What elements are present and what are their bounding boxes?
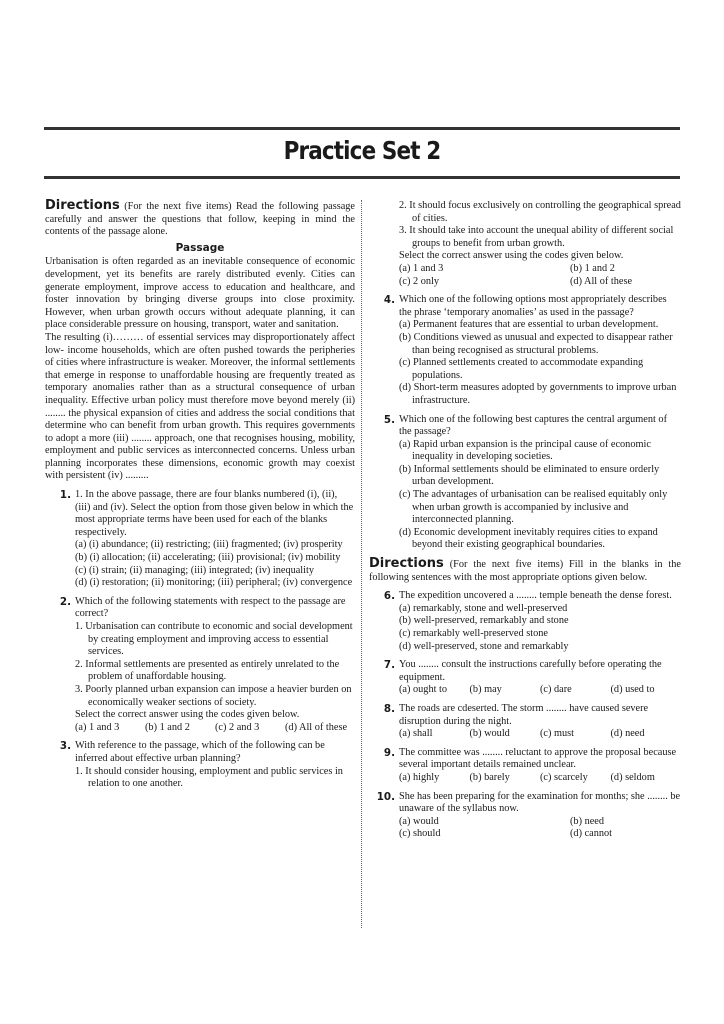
option-d: (d) All of these — [570, 275, 633, 287]
select-instruction: Select the correct answer using the codes given below. — [75, 709, 300, 721]
question-6 — [369, 590, 681, 653]
option-a: (a) 1 and 3 — [399, 262, 444, 274]
question-3-continued — [369, 200, 681, 288]
answer-options — [399, 684, 681, 697]
question-9 — [369, 747, 681, 785]
left-column — [45, 200, 355, 791]
question-number: 10. — [376, 790, 395, 803]
option-a: (a) Permanent features that are essential to urban development. — [399, 319, 659, 331]
question-number: 3. — [59, 740, 71, 753]
answer-codes — [399, 263, 681, 288]
select-instruction: Select the correct answer using the codes given below. — [399, 250, 624, 262]
answer-options — [399, 728, 681, 741]
option-c: (c) The advantages of urbanisation can be realised equitably only when urban growth is accompanied by inclusive and interconnected planning. — [399, 489, 668, 526]
option-c: (c) scarcely — [540, 771, 588, 783]
option-d: (d) Short-term measures adopted by governments to improve urban infrastructure. — [399, 382, 677, 406]
question-2 — [45, 596, 355, 735]
question-text: Which one of the following options most appropriately describes the phrase ‘temporary anomalies’ as used in the passage? — [399, 294, 667, 318]
option-c: (c) (i) strain; (ii) managing; (iii) integrated; (iv) inequality — [75, 564, 315, 576]
top-rule — [44, 127, 680, 130]
option-b: (b) would — [469, 728, 510, 740]
option-c: (c) 2 only — [399, 275, 440, 287]
directions-heading: Directions — [45, 198, 120, 213]
option-c: (c) dare — [540, 684, 572, 696]
option-d: (d) Economic development inevitably requires cities to expand beyond their existing geographical boundaries. — [399, 526, 658, 551]
option-c: (c) Planned settlements created to accommodate expanding populations. — [399, 357, 644, 381]
question-7 — [369, 659, 681, 697]
title-underline — [44, 176, 680, 179]
question-text: You ........ consult the instructions carefully before operating the equipment. — [399, 659, 662, 683]
directions-text: (For the next five items) Read the following passage carefully and answer the questions that follow, keeping in mind the contents of the passage alone. — [45, 201, 355, 238]
option-a: (a) highly — [399, 771, 440, 783]
option-c: (c) should — [399, 828, 441, 840]
statement-3: 3. Poorly planned urban expansion can impose a heavier burden on economically weaker sections of society. — [75, 683, 352, 708]
option-b: (b) barely — [469, 771, 510, 783]
directions-block — [45, 200, 355, 239]
option-b: (b) well-preserved, remarkably and stone — [399, 615, 569, 627]
passage-paragraph-1: Urbanisation is often regarded as an inevitable consequence of economic development, yet its benefits are rarely distributed evenly. Cities can generate employment, improve access to education and healthcare, and foster innovation by bringing diverse groups into close proximity. However, when urban growth occurs without adequate planning, it can place considerable pressure on housing, transport, water and sanitation. — [45, 256, 355, 331]
statement-2: 2. It should focus exclusively on controlling the geographical spread of cities. — [399, 200, 681, 224]
option-a: (a) 1 and 3 — [75, 721, 120, 733]
question-4 — [369, 294, 681, 407]
option-b: (b) 1 and 2 — [570, 262, 615, 274]
option-b: (b) Conditions viewed as unusual and expected to disappear rather than being recognised as structural problems. — [399, 331, 673, 356]
question-number: 6. — [383, 590, 395, 603]
right-column — [369, 200, 681, 841]
question-number: 9. — [383, 746, 395, 759]
option-c: (c) must — [540, 728, 575, 740]
option-d: (d) (i) restoration; (ii) monitoring; (iii) peripheral; (iv) convergence — [75, 577, 353, 589]
option-b: (b) (i) allocation; (ii) accelerating; (iii) provisional; (iv) mobility — [75, 552, 341, 564]
option-d: (d) well-preserved, stone and remarkably — [399, 640, 569, 652]
directions-text: (For the next five items) Fill in the blanks in the following sentences with the most appropriate options given below. — [369, 559, 681, 583]
question-3 — [45, 740, 355, 790]
option-a: (a) would — [399, 815, 439, 827]
option-c: (c) 2 and 3 — [215, 721, 260, 733]
directions-heading: Directions — [369, 556, 444, 572]
question-text: 1. In the above passage, there are four blanks numbered (i), (ii), (iii) and (iv). Select the option from those given below in which the most appropriate terms have been used for each of the blanks respectively. — [75, 489, 354, 538]
option-d: (d) All of these — [285, 721, 348, 733]
option-c: (c) remarkably well-preserved stone — [399, 628, 548, 639]
question-8 — [369, 703, 681, 741]
question-10 — [369, 791, 681, 841]
option-a: (a) remarkably, stone and well-preserved — [399, 602, 568, 614]
question-text: With reference to the passage, which of the following can be inferred about effective urban planning? — [75, 740, 325, 764]
option-b: (b) Informal settlements should be eliminated to ensure orderly urban development. — [399, 463, 660, 488]
question-text: She has been preparing for the examination for months; she ........ be unaware of the syllabus now. — [399, 790, 681, 815]
question-text: The roads are cdeserted. The storm ........ have caused severe disruption during the night. — [399, 702, 649, 727]
question-text: The committee was ........ reluctant to approve the proposal because several important details remained unclear. — [399, 746, 677, 771]
question-number: 2. — [59, 595, 71, 608]
answer-options — [399, 772, 681, 785]
option-b: (b) 1 and 2 — [145, 721, 190, 733]
option-a: (a) Rapid urban expansion is the principal cause of economic inequality in developing societies. — [399, 438, 651, 463]
option-b: (b) need — [570, 815, 605, 827]
option-d: (d) used to — [610, 684, 655, 696]
option-d: (d) need — [610, 728, 645, 740]
passage-heading: Passage — [175, 241, 225, 254]
question-5 — [369, 414, 681, 553]
option-a: (a) (i) abundance; (ii) restricting; (iii) fragmented; (iv) prosperity — [75, 539, 343, 551]
question-number: 5. — [383, 413, 395, 426]
column-divider — [361, 200, 362, 928]
question-number: 7. — [383, 659, 395, 672]
option-b: (b) may — [469, 684, 502, 696]
question-number: 8. — [383, 702, 395, 715]
answer-codes — [75, 722, 355, 735]
option-a: (a) ought to — [399, 684, 448, 696]
question-text: Which of the following statements with respect to the passage are correct? — [75, 595, 346, 620]
question-number: 4. — [383, 294, 395, 307]
question-number: 1. — [59, 489, 71, 502]
statement-3: 3. It should take into account the unequal ability of different social groups to benefit from urban growth. — [399, 225, 674, 249]
answer-options — [399, 816, 681, 841]
statement-2: 2. Informal settlements are presented as entirely unrelated to the problem of unaffordable housing. — [75, 658, 340, 683]
question-text: Which one of the following best captures the central argument of the passage? — [399, 413, 668, 438]
statement-1: 1. It should consider housing, employment and public services in relation to one another. — [75, 765, 343, 790]
option-d: (d) seldom — [610, 771, 655, 783]
page-title: Practice Set 2 — [283, 136, 441, 165]
question-1 — [45, 489, 355, 590]
question-text: The expedition uncovered a ........ temple beneath the dense forest. — [399, 590, 672, 602]
option-a: (a) shall — [399, 728, 433, 740]
directions-block-2 — [369, 558, 681, 584]
option-d: (d) cannot — [570, 828, 613, 840]
statement-1: 1. Urbanisation can contribute to economic and social development by creating employment and improving access to essential services. — [75, 621, 353, 658]
passage-paragraph-2: The resulting (i)……… of essential services may disproportionately affect low- income households, which are often pushed towards the peripheries of cities where infrastructure is weaker. Moreover, the informal settlements that emerge in response to unaffordable housing are frequently treated as temporary anomalies rather than as a structural consequence of urban inequality. Effective urban policy must therefore move beyond merely (ii) ........ the physical expansion of cities and address the social conditions that determine who can benefit from urban growth. This requires governments to adopt a more (iii) ........ approach, one that recognises housing, mobility, employment and public services as interconnected concerns. Unless urban planning incorporates these dimensions, economic growth may coexist with persistent (iv) ......... — [45, 331, 355, 482]
